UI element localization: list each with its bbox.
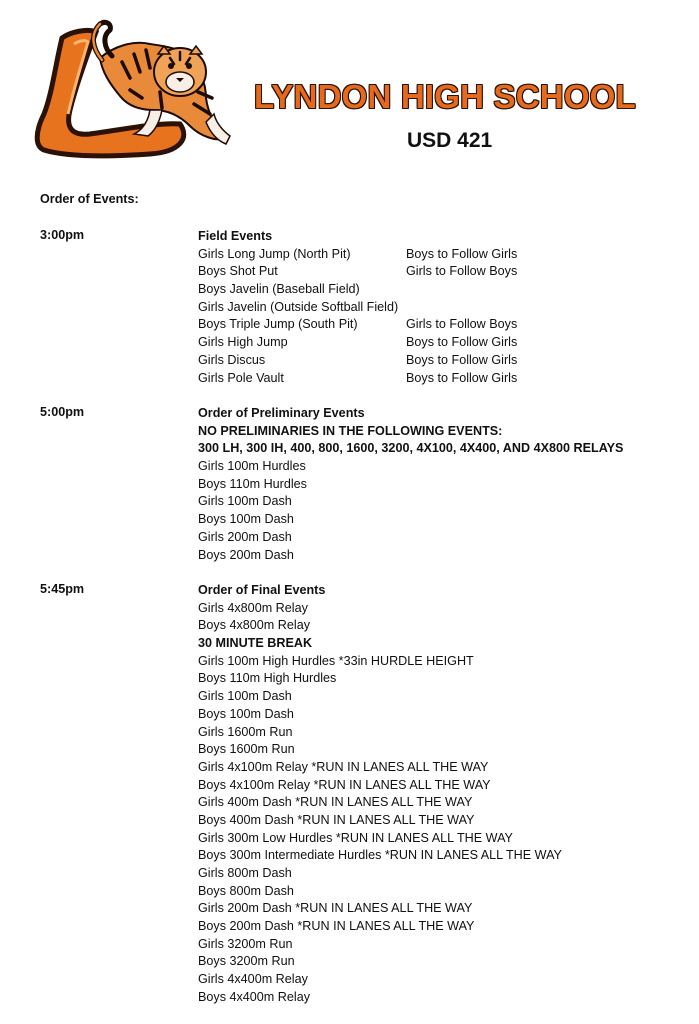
field-event-row <box>198 370 518 388</box>
event-name: Girls Pole Vault <box>198 370 284 385</box>
field-event-row <box>198 316 518 334</box>
list-item: Boys 3200m Run <box>198 954 295 969</box>
break-label: 30 MINUTE BREAK <box>198 636 313 651</box>
list-item: Boys 110m Hurdles <box>198 476 307 491</box>
event-follow-note: Boys to Follow Girls <box>406 370 518 385</box>
list-item: Girls 100m Hurdles <box>198 459 306 474</box>
event-name: Girls Javelin (Outside Softball Field) <box>198 299 399 314</box>
event-name: Boys Shot Put <box>198 264 278 279</box>
school-name: LYNDON HIGH SCHOOL <box>254 78 636 115</box>
list-item: Boys 4x400m Relay <box>198 989 310 1004</box>
list-item: Girls 4x400m Relay <box>198 972 308 987</box>
preliminary-events-heading: Order of Preliminary Events <box>198 406 365 420</box>
event-follow-note: Girls to Follow Boys <box>406 264 518 279</box>
list-item: Boys 100m Dash <box>198 706 294 721</box>
list-item: Girls 3200m Run <box>198 936 293 951</box>
list-item: Boys 400m Dash *RUN IN LANES ALL THE WAY <box>198 812 475 827</box>
list-item: Girls 200m Dash *RUN IN LANES ALL THE WAY <box>198 901 473 916</box>
list-item: Boys 200m Dash <box>198 547 294 562</box>
list-item: Girls 400m Dash *RUN IN LANES ALL THE WAY <box>198 795 473 810</box>
list-item: Girls 100m High Hurdles *33in HURDLE HEIGHT <box>198 653 474 668</box>
field-event-row <box>198 263 518 281</box>
event-follow-note: Girls to Follow Boys <box>406 317 518 332</box>
event-follow-note: Boys to Follow Girls <box>406 246 518 261</box>
final-events-list <box>198 582 562 1007</box>
list-item: Girls 300m Low Hurdles *RUN IN LANES ALL THE WAY <box>198 830 513 845</box>
field-events-heading: Field Events <box>198 229 273 243</box>
list-item: Boys 100m Dash <box>198 512 294 527</box>
field-event-row <box>198 352 518 370</box>
field-event-row <box>198 299 398 317</box>
no-prelims-notice: NO PRELIMINARIES IN THE FOLLOWING EVENTS: <box>198 423 503 438</box>
field-events-time: 3:00pm <box>40 228 85 242</box>
list-item: Girls 4x800m Relay <box>198 600 308 615</box>
list-item: Girls 200m Dash <box>198 529 292 544</box>
tiger-l-icon <box>30 18 236 160</box>
preliminary-events-list <box>198 405 623 564</box>
tiger-logo <box>30 18 236 160</box>
list-item: Girls 100m Dash <box>198 494 292 509</box>
event-name: Girls Discus <box>198 352 266 367</box>
order-of-events-title: Order of Events: <box>40 192 139 206</box>
field-events-list <box>198 228 518 387</box>
list-item: Boys 110m High Hurdles <box>198 671 337 686</box>
event-name: Boys Javelin (Baseball Field) <box>198 282 360 297</box>
list-item: Boys 800m Dash <box>198 883 294 898</box>
list-item: Boys 200m Dash *RUN IN LANES ALL THE WAY <box>198 919 475 934</box>
list-item: Girls 800m Dash <box>198 866 292 880</box>
field-event-row <box>198 246 518 264</box>
list-item: Girls 1600m Run <box>198 724 293 739</box>
field-event-row <box>198 334 518 352</box>
event-name: Girls High Jump <box>198 335 288 350</box>
list-item: Boys 300m Intermediate Hurdles *RUN IN LANES ALL THE WAY <box>198 848 562 863</box>
event-follow-note: Boys to Follow Girls <box>406 335 518 350</box>
event-name: Boys Triple Jump (South Pit) <box>198 317 358 332</box>
field-event-row <box>198 281 398 299</box>
preliminary-events-time: 5:00pm <box>40 405 85 419</box>
list-item: Boys 4x800m Relay <box>198 618 310 633</box>
final-events-time: 5:45pm <box>40 582 85 596</box>
event-name: Girls Long Jump (North Pit) <box>198 246 351 261</box>
list-item: Boys 1600m Run <box>198 742 295 757</box>
list-item: Boys 4x100m Relay *RUN IN LANES ALL THE WAY <box>198 777 491 792</box>
no-prelims-events: 300 LH, 300 IH, 400, 800, 1600, 3200, 4X100, 4X400, AND 4X800 RELAYS <box>198 441 624 456</box>
district-label: USD 421 <box>407 129 493 152</box>
list-item: Girls 4x100m Relay *RUN IN LANES ALL THE WAY <box>198 759 489 774</box>
event-follow-note: Boys to Follow Girls <box>406 352 518 367</box>
list-item: Girls 100m Dash <box>198 689 292 704</box>
final-events-heading: Order of Final Events <box>198 583 326 597</box>
